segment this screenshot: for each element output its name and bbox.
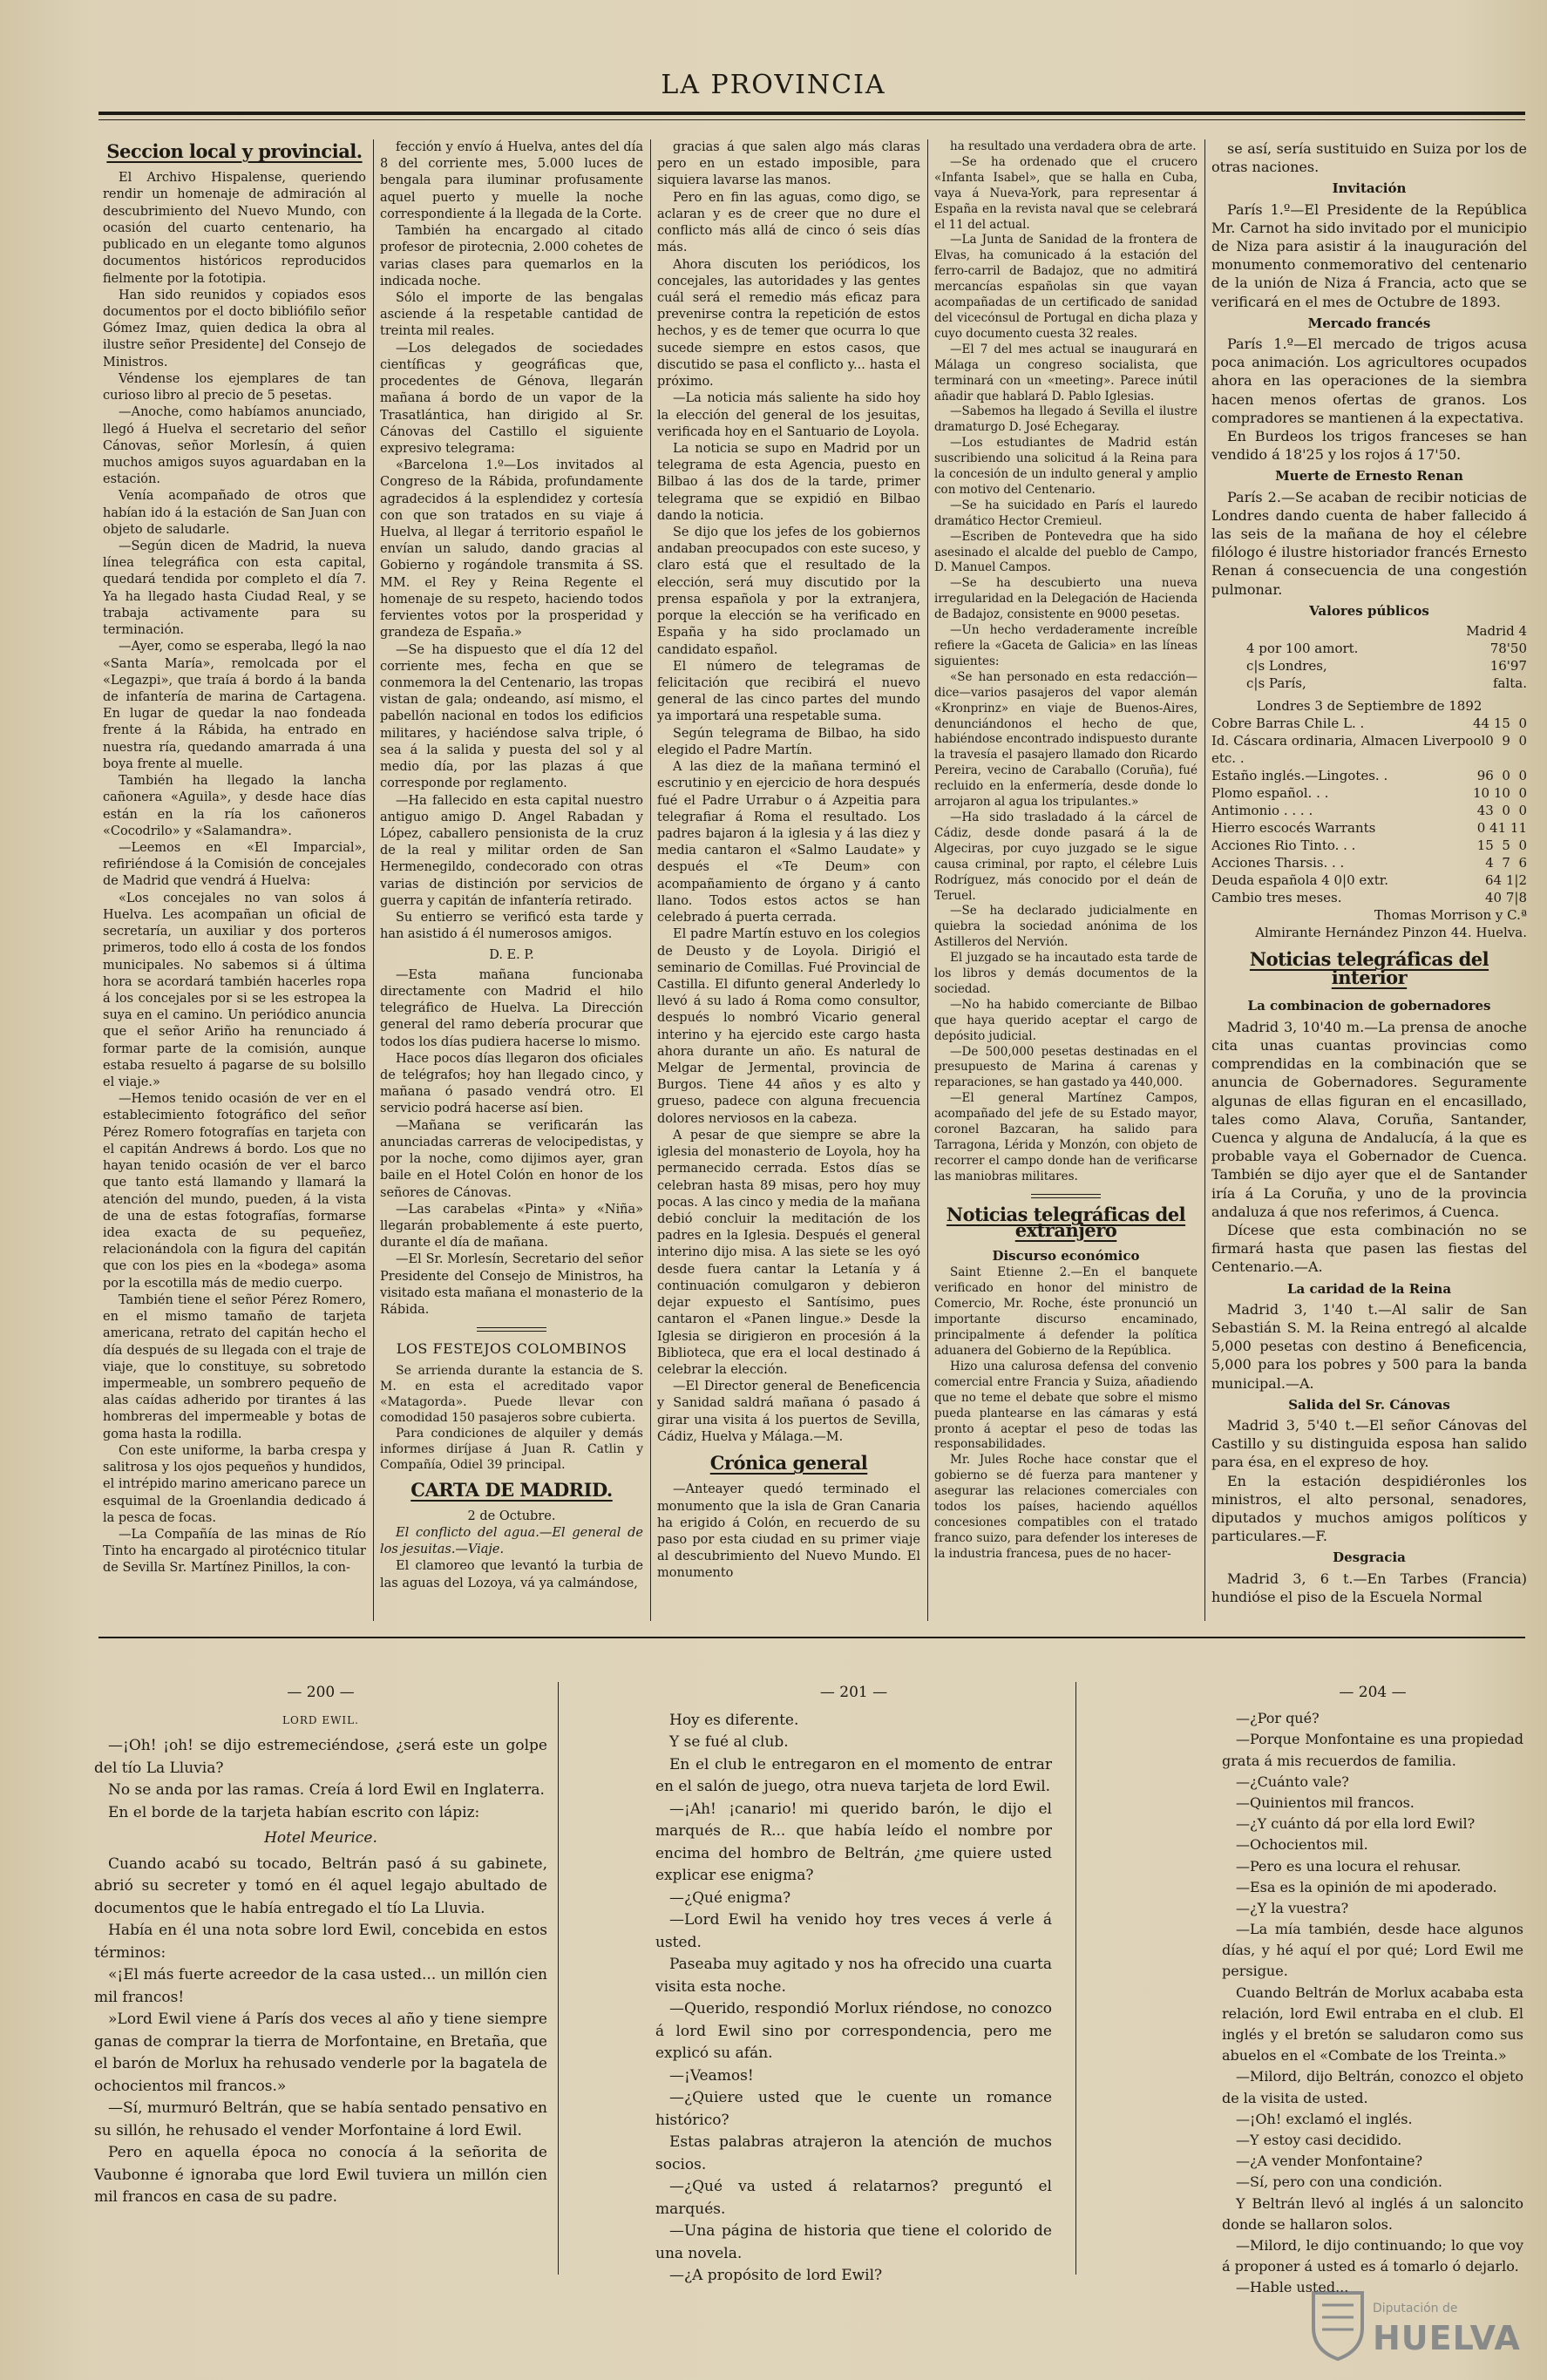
paragraph: —Porque Monfontaine es una propiedad grata á mis recuerdos de familia. (1222, 1731, 1523, 1769)
paragraph: Y Beltrán llevó al inglés á un saloncito donde se hallaron solos. (1222, 2194, 1523, 2233)
festejos-body (380, 1363, 643, 1473)
paragraph: —Escriben de Pontevedra que ha sido asesinado el alcalde del pueblo de Campo, D. Manuel Campos. (934, 529, 1198, 575)
table-row (1246, 657, 1527, 675)
desgracia-body: Madrid 3, 6 t.—En Tarbes (Francia) hundióse el piso de la Escuela Normal (1211, 1570, 1527, 1605)
carta-heading: CARTA DE MADRID. (410, 1478, 613, 1501)
feuilleton-right (1222, 1682, 1523, 2298)
column-3 (657, 139, 920, 1583)
stamp-name: HUELVA (1373, 2319, 1521, 2357)
page-number: — 204 — (1339, 1684, 1407, 1701)
desgracia-subhead: Desgracia (1333, 1549, 1406, 1566)
cronica-heading: Crónica general (709, 1452, 868, 1475)
salida-subhead: Salida del Sr. Cánovas (1288, 1396, 1450, 1413)
tele-interior-heading: Noticias telegráficas del interior (1249, 948, 1489, 989)
paragraph: —No ha habido comerciante de Bilbao que haya querido aceptar el cargo de depósito judicial. (934, 997, 1198, 1043)
section-title-local: Seccion local y provincial. (106, 140, 363, 162)
paragraph: Mr. Jules Roche hace constar que el gobierno se dé fuerza para mantener y asegurar las relaciones comerciales con todos los países, haciendo aquéllos concesiones compatibles con el tratado franco suizo, para defender los intereses de la industria francesa, pues de no hacer- (934, 1453, 1198, 1561)
gob-body (1211, 1018, 1527, 1277)
paragraph: El juzgado se ha incautado esta tarde de los libros y demás documentos de la sociedad. (934, 951, 1198, 996)
row-label: Cobre Barras Chile L. . (1211, 715, 1365, 732)
paragraph: —Ochocientos mil. (1236, 1836, 1368, 1854)
feuilleton-rule (98, 1637, 1525, 1638)
table-row (1211, 732, 1527, 767)
table-row (1246, 675, 1527, 692)
paragraph: Paseaba muy agitado y nos ha ofrecido una cuarta visita esta noche. (655, 1956, 1052, 1996)
row-value: 16'97 (1489, 658, 1527, 675)
row-label: c|s París, (1246, 675, 1306, 692)
stock-table (1211, 697, 1527, 941)
paragraph: —¡Veamos! (669, 2066, 754, 2085)
row-label: Antimonio . . . . (1211, 803, 1313, 819)
paragraph: —Pero es una locura el rehusar. (1236, 1857, 1462, 1875)
column-rule (373, 139, 374, 1621)
paragraph: —Ha fallecido en esta capital nuestro antiguo amigo D. Angel Rabadan y López, caballero pensionista de la cruz de la real y militar orden de San Hermenegildo, condecorado con otras varias de distinción por servicios de guerra y capitán de infantería retirado. (380, 793, 643, 908)
carta-date: 2 de Octubre. (467, 1509, 556, 1523)
paragraph: Sólo el importe de las bengalas asciende á la respetable cantidad de treinta mil reales. (380, 290, 643, 339)
tele-extranjero-heading: Noticias telegráficas del extranjero (946, 1203, 1186, 1241)
paragraph: Y se fué al club. (669, 1733, 789, 1751)
paragraph: Venía acompañado de otros que habían ido á la estación de San Juan con objeto de saludarle. (103, 489, 366, 537)
invitacion-body: París 1.º—El Presidente de la República Mr. Carnot ha sido invitado por el municipio de Niza para asistir á la inauguración del monumento conmemorativo del centenario de la unión de Niza á Francia, acto que se verificará en el mes de Octubre de 1893. (1211, 200, 1527, 310)
paragraph: —¿Cuánto vale? (1236, 1773, 1349, 1790)
row-value: 64 1|2 (1485, 872, 1527, 889)
stock-sign: Thomas Morrison y C.ª (1374, 907, 1527, 924)
column-2 (380, 139, 643, 1592)
feuilleton-middle-body (655, 1710, 1052, 2288)
paragraph: Hoy es diferente. (669, 1711, 799, 1729)
paragraph: —Los estudiantes de Madrid están suscribiendo una solicitud á la Reina para la concesión de un indulto general y amplio con motivo del Centenario. (934, 436, 1198, 497)
row-value: 44 15 0 (1472, 715, 1527, 732)
paragraph: También tiene el señor Pérez Romero, en el mismo tamaño de tarjeta americana, retrato del capitán hecho el día después de su llegada con el traje de viaje, que lo constituye, su sobretodo impermeable, un sombrero pequeño de alas caídas adherido por tirantes á las hombreras del impermeable y botas de goma hasta la rodilla. (103, 1292, 366, 1441)
column-4 (934, 139, 1198, 1563)
paragraph: —La Compañía de las minas de Río Tinto ha encargado al pirotécnico titular de Sevilla Sr. Martínez Pinillos, la con- (103, 1527, 366, 1576)
column-1 (103, 139, 366, 1577)
feuilleton-column-rule (1075, 1682, 1076, 2275)
hotel-signature: Hotel Meurice. (264, 1829, 377, 1847)
paragraph: En el borde de la tarjeta habían escrito con lápiz: (108, 1803, 480, 1821)
feuilleton-left (94, 1682, 547, 2209)
paragraph: También ha llegado la lancha cañonera «Aguila», y desde hace días están en la ría los cañoneros «Cocodrilo» y «Salamandra». (103, 774, 366, 838)
paragraph: —El general Martínez Campos, acompañado del jefe de su Estado mayor, coronel Bazcaran, ha salido para Tarragona, Lérida y Monzón, con objeto de recorrer el campo donde han de verificarse las maniobras militares. (934, 1091, 1198, 1183)
paragraph: —Se ha dispuesto que el día 12 del corriente mes, fecha en que se conmemora la del Centenario, las tropas vistan de gala; ondeando, así mismo, el pabellón nacional en todos los edificios militares, y haciéndose salva triple, ó sea á la salida y puesta del sol y al medio día, por las plazas á que corresponde por reglamento. (380, 642, 643, 791)
paragraph: —La noticia más saliente ha sido hoy la elección del general de los jesuitas, verificada hoy en el Santuario de Loyola. (657, 391, 920, 439)
masthead: LA PROVINCIA (661, 70, 886, 100)
feuilleton-right-body (1222, 1708, 1523, 2298)
paragraph: —¿A propósito de lord Ewil? (669, 2267, 883, 2284)
shield-icon (1310, 2289, 1366, 2363)
column-5-body (1211, 139, 1527, 176)
row-value: 4 7 6 (1485, 855, 1527, 871)
paragraph: —Anoche, como habíamos anunciado, llegó á Huelva el secretario del señor Cánovas, señor Morlesín, á quien muchos amigos suyos aguardaban en la estación. (103, 405, 366, 487)
stamp-label: Diputación de (1373, 2302, 1458, 2316)
carta-subtitle: El conflicto del agua.—El general de los jesuitas.—Viaje. (380, 1525, 643, 1557)
row-label: Hierro escocés Warrants (1211, 820, 1376, 837)
stock-rows (1211, 715, 1527, 906)
paragraph: El número de telegramas de felicitación que recibirá el nuevo general de las cinco partes del mundo ya importará una respetable suma. (657, 659, 920, 724)
row-label: Deuda española 4 0|0 extr. (1211, 872, 1389, 889)
row-label: c|s Londres, (1246, 658, 1327, 675)
carta-body: El clamoreo que levantó la turbia de las aguas del Lozoya, vá ya calmándose, (380, 1559, 643, 1590)
paragraph: Ahora discuten los periódicos, los concejales, las autoridades y las gentes cuál será el remedio más eficaz para prevenirse contra la repetición de estos hechos, y es de temer que ocurra lo que sucede siempre en estos casos, que discutido se pasa el conflicto y... hasta el próximo. (657, 257, 920, 390)
paragraph: gracias á que salen algo más claras pero en un estado imposible, para siquiera lavarse las manos. (657, 140, 920, 188)
row-label: 4 por 100 amort. (1246, 641, 1359, 657)
separator (1031, 1194, 1101, 1198)
paragraph: —Ayer, como se esperaba, llegó la nao «Santa María», remolcada por el «Legazpi», que traía á bordo á la banda de infantería de marina de Cartagena. En lugar de quedar la nao fondeada frente á la Rábida, ha entrado en nuestra ría, quedando amarrada á una boya frente al muelle. (103, 640, 366, 771)
paragraph: —Leemos en «El Imparcial», refiriéndose á la Comisión de concejales de Madrid que vendrá á Huelva: (103, 840, 366, 889)
table-row (1211, 889, 1527, 906)
paragraph: Se dijo que los jefes de los gobiernos andaban preocupados con este suceso, y claro está que el resultado de la elección, será muy discutido por la prensa española y por la extranjera, porque la elección se ha verificado en España y ha sido proclamado un candidato español. (657, 525, 920, 657)
paragraph: Hace pocos días llegaron dos oficiales de telégrafos; hoy han llegado cinco, y mañana ó pasado vendrá otro. El servicio podrá hacerse así bien. (380, 1051, 643, 1116)
table-row (1246, 640, 1527, 657)
paragraph: Han sido reunidos y copiados esos documentos por el docto bibliófilo señor Gómez Imaz, quien dedica la obra al ilustre señor Presidente] del Consejo de Ministros. (103, 288, 366, 370)
row-value: 10 10 0 (1472, 785, 1527, 802)
top-rule (98, 112, 1525, 115)
paragraph: —¿Y cuánto dá por ella lord Ewil? (1236, 1815, 1476, 1833)
paragraph: —El Sr. Morlesín, Secretario del señor Presidente del Consejo de Ministros, ha visitado esta mañana el monasterio de la Rábida. (380, 1252, 643, 1318)
paragraph: París 1.º—El mercado de trigos acusa poca animación. Los agricultores ocupados ahora en las operaciones de la siembra hacen menos ofertas de granos. Los compradores se mantienen á la expectativa. (1211, 336, 1527, 426)
paragraph: Se arrienda durante la estancia de S. M. en esta el acreditado vapor «Matagorda». Puede llevar con comodidad 150 pasajeros sobre cubierta. (380, 1363, 643, 1425)
row-label: Plomo español. . . (1211, 785, 1329, 802)
paragraph: —Según dicen de Madrid, la nueva línea telegráfica con esta capital, quedará tendida por completo el día 7. Ya ha llegado hasta Ciudad Real, y se trabaja activamente para su terminación. (103, 539, 366, 638)
paragraph: —¿Qué enigma? (669, 1888, 791, 1907)
column-rule (650, 139, 651, 1621)
paragraph: —Una página de historia que tiene el colorido de una novela. (655, 2222, 1052, 2262)
paragraph: Con este uniforme, la barba crespa y salitrosa y los ojos pequeños y hundidos, el intrépido marino americano parece un esquimal de la Groenlandia dedicado á la pesca de focas. (103, 1443, 366, 1525)
caridad-subhead: La caridad de la Reina (1286, 1280, 1452, 1297)
paragraph: —Hemos tenido ocasión de ver en el establecimiento fotográfico del señor Pérez Romero fotografías en tarjeta con el capitán Andrews á bordo. Los que no hayan tenido ocasión de ver el barco que tanto está llamando y llamará la atención del mundo, pueden, á la vista de una de estas fotografías, formarse idea exacta de su pequeñez, relacionándola con la figura del capitán que con los pies en la «bodega» asoma por la escotilla más de medio cuerpo. (103, 1092, 366, 1291)
paragraph: Había en él una nota sobre lord Ewil, concebida en estos términos: (94, 1922, 547, 1962)
row-value: 43 0 0 (1476, 803, 1527, 819)
salida-body (1211, 1416, 1527, 1545)
row-label: Id. Cáscara ordinaria, Almacen Liverpool etc. . (1211, 733, 1486, 767)
paragraph: El Archivo Hispalense, queriendo rendir un homenaje de admiración al descubrimiento del Nuevo Mundo, con ocasión del cuarto centenario, ha publicado en un elegante tomo algunos documentos históricos reproducidos fielmente por la fototipia. (103, 171, 366, 286)
paragraph: Dícese que esta combinación no se firmará hasta que pasen las fiestas del Centenario.—A. (1211, 1221, 1527, 1276)
paragraph: —Se ha ordenado que el crucero «Infanta Isabel», que se halla en Cuba, vaya á Nueva-York, para representar á España en la revista naval que se celebrará el 11 del actual. (934, 154, 1198, 232)
feuilleton-column-rule (558, 1682, 559, 2275)
paragraph: El padre Martín estuvo en los colegios de Deusto y de Loyola. Dirigió el seminario de Comillas. Fué Provincial de Castilla. El difunto general Anderledy lo llevó á su lado á Roma como consultor, después lo nombró Vicario general interino y ha ejercido este cargo hasta ahora durante un año. Es natural de Melgar de Jermental, provincia de Burgos. Tiene 44 años y es alto y grueso, padece con alguna frecuencia dolores nerviosos en la cabeza. (657, 927, 920, 1126)
mercado-body (1211, 335, 1527, 464)
column-rule (1204, 139, 1205, 1621)
paragraph: —Esta mañana funcionaba directamente con Madrid el hilo telegráfico de Huelva. La Dirección general del ramo debería procurar que todos los días pudiera hacerse lo mismo. (380, 967, 643, 1049)
discurso-subhead: Discurso económico (992, 1247, 1140, 1264)
paragraph: Saint Etienne 2.—En el banquete verificado en honor del ministro de Comercio, Mr. Roche, éste pronunció un importante discurso encaminado, principalmente á defender la política aduanera del Gobierno de la República. (934, 1265, 1198, 1358)
festejos-heading: LOS FESTEJOS COLOMBINOS (396, 1340, 628, 1358)
paragraph: —¿Qué va usted á relatarnos? preguntó el marqués. (655, 2178, 1052, 2218)
paragraph: Madrid 3, 10'40 m.—La prensa de anoche cita unas cuantas provincias como comprendidas en la combinación que se anuncia de Gobernadores. Seguramente algunas de ellas figuran en el encasillado, tales como Alava, Coruña, Santander, Cuenca y alguna de Andalucía, á la que es probable vaya el Gobernador de Cuenca. También se dijo ayer que el de Santander iría á La Coruña, y uno de la provincia andaluza á que nos referimos, á Cuenca. (1211, 1018, 1527, 1220)
paragraph: Pero en fin las aguas, como digo, se aclaran y es de creer que no dure el conflicto más allá de cinco ó seis días más. (657, 190, 920, 255)
paragraph: Para condiciones de alquiler y demás informes diríjase á Juan R. Catlin y Compañía, Odiel 39 principal. (380, 1426, 643, 1472)
column-5 (1211, 139, 1527, 1606)
paragraph: En el club le entregaron en el momento de entrar en el salón de juego, otra nueva tarjeta de lord Ewil. (655, 1755, 1052, 1795)
top-rule-thin (98, 119, 1525, 120)
paragraph: La noticia se supo en Madrid por un telegrama de esta Agencia, puesto en Bilbao á las dos de la tarde, primer telegrama que se expidió en Bilbao dando la noticia. (657, 441, 920, 523)
paragraph: —¿Por qué? (1236, 1710, 1320, 1727)
paragraph: —De 500,000 pesetas destinadas en el presupuesto de Marina á carenas y reparaciones, se han gastado ya 440,000. (934, 1044, 1198, 1090)
feuilleton-left-body-2 (94, 1854, 547, 2209)
paragraph: —Querido, respondió Morlux riéndose, no conozco á lord Ewil sino por correspondencia, pero me explicó su afán. (655, 2000, 1052, 2062)
paragraph: En Burdeos los trigos franceses se han vendido á 18'25 y los rojos á 17'50. (1211, 428, 1527, 464)
paragraph: se así, sería sustituido en Suiza por los de otras naciones. (1211, 140, 1527, 176)
paragraph: Según telegrama de Bilbao, ha sido elegido el Padre Martín. (657, 726, 920, 757)
feuilleton-header: LORD EWIL. (282, 1713, 359, 1726)
valores-rows (1246, 640, 1527, 692)
feuilleton-middle (655, 1682, 1052, 2288)
cronica-body: —Anteayer quedó terminado el monumento que la isla de Gran Canaria ha erigido á Colón, en recuerdo de su paso por esta ciudad en su primer viaje al descubrimiento del Nuevo Mundo. El monumento (657, 1482, 920, 1581)
paragraph: —Milord, dijo Beltrán, conozco el objeto de la visita de usted. (1222, 2068, 1523, 2106)
table-row (1211, 854, 1527, 871)
paragraph: —Se ha declarado judicialmente en quiebra la sociedad anónima de los Astilleros del Nervión. (934, 904, 1198, 950)
paragraph: —¡Oh! ¡oh! se dijo estremeciéndose, ¿será este un golpe del tío La Lluvia? (94, 1737, 547, 1777)
paragraph: —Sí, murmuró Beltrán, que se había sentado pensativo en su sillón, he rehusado el vender Morfontaine á lord Ewil. (94, 2099, 547, 2139)
paragraph: También ha encargado al citado profesor de pirotecnia, 2.000 cohetes de varias clases para quemarlos en la indicada noche. (380, 224, 643, 288)
table-row (1211, 871, 1527, 889)
invitacion-subhead: Invitación (1332, 180, 1407, 197)
renan-subhead: Muerte de Ernesto Renan (1275, 468, 1463, 485)
paragraph: —Los delegados de sociedades científicas y geográficas que, procedentes de Génova, llegarán mañana á bordo de un vapor de la Trasatlántica, han dirigido al Sr. Cánovas del Castillo el siguiente expresivo telegrama: (380, 341, 643, 456)
stock-addr: Almirante Hernández Pinzon 44. Huelva. (1255, 925, 1527, 941)
paragraph: —Se ha suicidado en París el lauredo dramático Hector Cremieul. (934, 498, 1198, 528)
caridad-body: Madrid 3, 1'40 t.—Al salir de San Sebastián S. M. la Reina entregó al alcalde 5,000 pesetas con destino á Beneficencia, 5,000 para los pobres y 500 para la banda municipal.—A. (1211, 1300, 1527, 1392)
gob-subhead: La combinacion de gobernadores (1247, 998, 1491, 1014)
row-label: Estaño inglés.—Lingotes. . (1211, 768, 1388, 784)
stock-date: Londres 3 de Septiembre de 1892 (1256, 698, 1483, 715)
page-number: — 200 — (287, 1684, 355, 1701)
paragraph: —Las carabelas «Pinta» y «Niña» llegarán probablemente á este puerto, durante el día de mañana. (380, 1202, 643, 1251)
paragraph: Madrid 3, 5'40 t.—El señor Cánovas del Castillo y su distinguida esposa han salido para ésa, en el expreso de hoy. (1211, 1416, 1527, 1471)
paragraph: No se anda por las ramas. Creía á lord Ewil en Inglaterra. (108, 1781, 545, 1799)
paragraph: En la estación despidiéronles los ministros, el alto personal, senadores, diputados y muchos amigos políticos y particulares.—F. (1211, 1472, 1527, 1545)
column-4-body (934, 139, 1198, 1185)
paragraph: A las diez de la mañana terminó el escrutinio y en ejercicio de hora después fué el Padre Urrabur o á Azpeitia para telegrafiar á Roma el resultado. Los padres bajaron á la iglesia y á las diez y media cantaron el «Salmo Laudate» y después el «Te Deum» con acompañamiento de órgano y á canto llano. Todos estos actos se han celebrado á puerta cerrada. (657, 760, 920, 926)
row-label: Cambio tres meses. (1211, 890, 1342, 906)
paragraph: —La mía también, desde hace algunos días, y hé aquí el por qué; Lord Ewil me persigue. (1222, 1921, 1523, 1980)
page-number: — 201 — (819, 1684, 888, 1701)
column-3-body (657, 139, 920, 1446)
paragraph: —Mañana se verificarán las anunciadas carreras de velocipedistas, y por la noche, como dijimos ayer, gran baile en el Hotel Colón en honor de los señores de Cánovas. (380, 1118, 643, 1200)
table-row (1211, 784, 1527, 802)
paragraph: Véndense los ejemplares de tan curioso libro al precio de 5 pesetas. (103, 371, 366, 403)
paragraph: —¿A vender Monfontaine? (1236, 2153, 1423, 2170)
table-row (1211, 715, 1527, 732)
paragraph: fección y envío á Huelva, antes del día 8 del corriente mes, 5.000 luces de bengala para iluminar profusamente aquel puerto y muelle la noche correspondiente á la llegada de la Corte. (380, 140, 643, 221)
paragraph: —Milord, le dijo continuando; lo que voy á proponer á usted es á tomarlo ó dejarlo. (1222, 2236, 1523, 2275)
row-value: 0 9 0 (1485, 733, 1527, 749)
row-value: 78'50 (1489, 641, 1527, 657)
library-stamp (1310, 2289, 1528, 2366)
paragraph: Su entierro se verificó esta tarde y han asistido á él numerosos amigos. (380, 911, 643, 942)
table-row (1211, 837, 1527, 854)
paragraph: —El 7 del mes actual se inaugurará en Málaga un congreso socialista, que terminará con un «meeting». Parece inútil añadir que hablará D. Pablo Iglesias. (934, 342, 1198, 403)
row-label: Acciones Tharsis. . . (1211, 855, 1345, 871)
row-value: falta. (1492, 675, 1527, 692)
paragraph: Cuando Beltrán de Morlux acababa esta relación, lord Ewil entraba en el club. El inglés y el bretón se saludaron como sus abuelos en el «Combate de los Treinta.» (1222, 1983, 1523, 2065)
row-label: Acciones Rio Tinto. . . (1211, 837, 1356, 854)
table-row (1211, 819, 1527, 837)
paragraph: Pero en aquella época no conocía á la señorita de Vaubonne é ignoraba que lord Ewil tuviera un millón cien mil francos en casa de su padre. (94, 2144, 547, 2206)
paragraph: —Y estoy casi decidido. (1236, 2131, 1402, 2148)
feuilleton-left-body (94, 1735, 547, 1824)
paragraph: Hizo una calurosa defensa del convenio comercial entre Francia y Suiza, añadiendo que no teme el debate que sobre el mismo pueda plantearse en las cámaras y está pronto á aceptar el peso de todas las responsabilidades. (934, 1359, 1198, 1452)
paragraph: —Esa es la opinión de mi apoderado. (1236, 1878, 1497, 1895)
paragraph: —¡Oh! exclamó el inglés. (1236, 2110, 1413, 2127)
column-2-body (380, 139, 643, 944)
valores-date: Madrid 4 (1466, 623, 1527, 640)
paragraph: —¿Quiere usted que le cuente un romance histórico? (655, 2089, 1052, 2129)
paragraph: —Se ha descubierto una nueva irregularidad en la Delegación de Hacienda de Badajoz, consistente en 9000 pesetas. (934, 576, 1198, 622)
row-value: 15 5 0 (1476, 837, 1527, 854)
column-1-body (103, 170, 366, 1576)
table-row (1211, 767, 1527, 784)
mercado-subhead: Mercado francés (1307, 315, 1431, 331)
paragraph: «¡El más fuerte acreedor de la casa usted... un millón cien mil francos! (94, 1966, 547, 2006)
paragraph: —Lord Ewil ha venido hoy tres veces á verle á usted. (655, 1911, 1052, 1951)
table-row (1211, 802, 1527, 819)
paragraph: Estas palabras atrajeron la atención de muchos socios. (655, 2133, 1052, 2173)
column-rule (927, 139, 928, 1621)
valores-subhead: Valores públicos (1309, 602, 1429, 619)
paragraph: —Hable usted... (1236, 2279, 1349, 2296)
paragraph: «Se han personado en esta redacción—dice—varios pasajeros del vapor alemán «Kronprinz» en viaje de Buenos-Aires, denunciándonos el hecho de que, habiéndose encontrado indispuesto durante la travesía el pasajero llamado don Ricardo Pereira, vecino de Caraballo (Coruña), fué recluido en la enfermería, desde donde lo arrojaron al agua los tripulantes.» (934, 669, 1198, 810)
column-2-body-2 (380, 967, 643, 1319)
paragraph: Cuando acabó su tocado, Beltrán pasó á su gabinete, abrió su secreter y tomó en él aquel legajo abultado de documentos que le había entregado el tío La Lluvia. (94, 1855, 547, 1917)
rip-line: D. E. P. (489, 947, 534, 962)
paragraph: —¿Y la vuestra? (1236, 1899, 1349, 1916)
paragraph: —Ha sido trasladado á la cárcel de Cádiz, desde donde pasará á la de Algeciras, por cuyo juzgado se le sigue causa criminal, por rapto, el célebre Luis Rodríguez, más conocido por el deán de Teruel. (934, 810, 1198, 903)
paragraph: —Sí, pero con una condición. (1236, 2173, 1442, 2191)
paragraph: ha resultado una verdadera obra de arte. (950, 139, 1197, 153)
paragraph: A pesar de que siempre se abre la iglesia del monasterio de Loyola, hoy ha permanecido cerrada. Estos días se celebran hasta 89 misas, pero hoy muy pocas. A las cinco y media de la mañana debió concluir la meditación de los padres en la Iglesia. Después el general interino dijo misa. A las siete se les oyó desde fuera cantar la Letanía y á continuación comulgaron y debieron dejar expuesto el Santísimo, pues cantaron el «Panen lingue.» Desde la Iglesia se dirigieron en procesión á la Biblioteca, que era el local destinado á celebrar la elección. (657, 1128, 920, 1377)
paragraph: —Quinientos mil francos. (1236, 1793, 1415, 1811)
paragraph: —¡Ah! ¡canario! mi querido barón, le dijo el marqués de R... que había leído el nombre por encima del hombro de Beltrán, ¿me quiere usted explicar ese enigma? (655, 1800, 1052, 1884)
row-value: 96 0 0 (1476, 768, 1527, 784)
valores-table (1211, 622, 1527, 692)
paragraph: —El Director general de Beneficencia y Sanidad saldrá mañana ó pasado á girar una visita á los puertos de Sevilla, Cádiz, Huelva y Málaga.—M. (657, 1380, 920, 1444)
paragraph: «Barcelona 1.º—Los invitados al Congreso de la Rábida, profundamente agradecidos á la esplendidez y cortesía con que son tratados en su viaje á Huelva, al llegar á territorio español le envían un saludo, dando gracias al Gobierno y rogándole transmita á SS. MM. el Rey y Reina Regente el homenaje de su respeto, haciendo todos fervientes votos por la prosperidad y grandeza de España.» (380, 458, 643, 641)
row-value: 0 41 11 (1476, 820, 1527, 837)
column-4-body-2 (934, 1265, 1198, 1562)
renan-body: París 2.—Se acaban de recibir noticias de Londres dando cuenta de haber fallecido á las seis de la mañana de hoy el célebre filólogo é ilustre historiador francés Ernesto Renan á consecuencia de una congestión pulmonar. (1211, 488, 1527, 598)
paragraph: —Un hecho verdaderamente increíble refiere la «Gaceta de Galicia» en las líneas siguientes: (934, 623, 1198, 668)
paragraph: »Lord Ewil viene á París dos veces al año y tiene siempre ganas de comprar la tierra de Morfontaine, en Bretaña, que el barón de Morlux ha rehusado venderle por la bagatela de ochocientos mil francos.» (94, 2010, 547, 2095)
paragraph: —La Junta de Sanidad de la frontera de Elvas, ha comunicado á la estación del ferro-carril de Badajoz, que no admitirá mercancías españolas sin que vayan acompañadas de un certificado de sanidad del vicecónsul de Portugal en dicha plaza y cuyo documento cuesta 32 reales. (934, 233, 1198, 341)
separator (477, 1327, 546, 1332)
row-value: 40 7|8 (1485, 890, 1527, 906)
paragraph: —Sabemos ha llegado á Sevilla el ilustre dramaturgo D. José Echegaray. (934, 404, 1198, 435)
paragraph: «Los concejales no van solos á Huelva. Les acompañan un oficial de secretaría, un auxiliar y dos porteros primeros, todo ello á costa de los fondos municipales. No sabemos si á última hora se acordará también hacerles ropa á los concejales por si se les estropea la suya en el camino. Un periódico anuncia que el señor Ariño ha renunciado á formar parte de la comisión, aunque estaba resuelto á pagarse de su bolsillo el viaje.» (103, 891, 366, 1090)
